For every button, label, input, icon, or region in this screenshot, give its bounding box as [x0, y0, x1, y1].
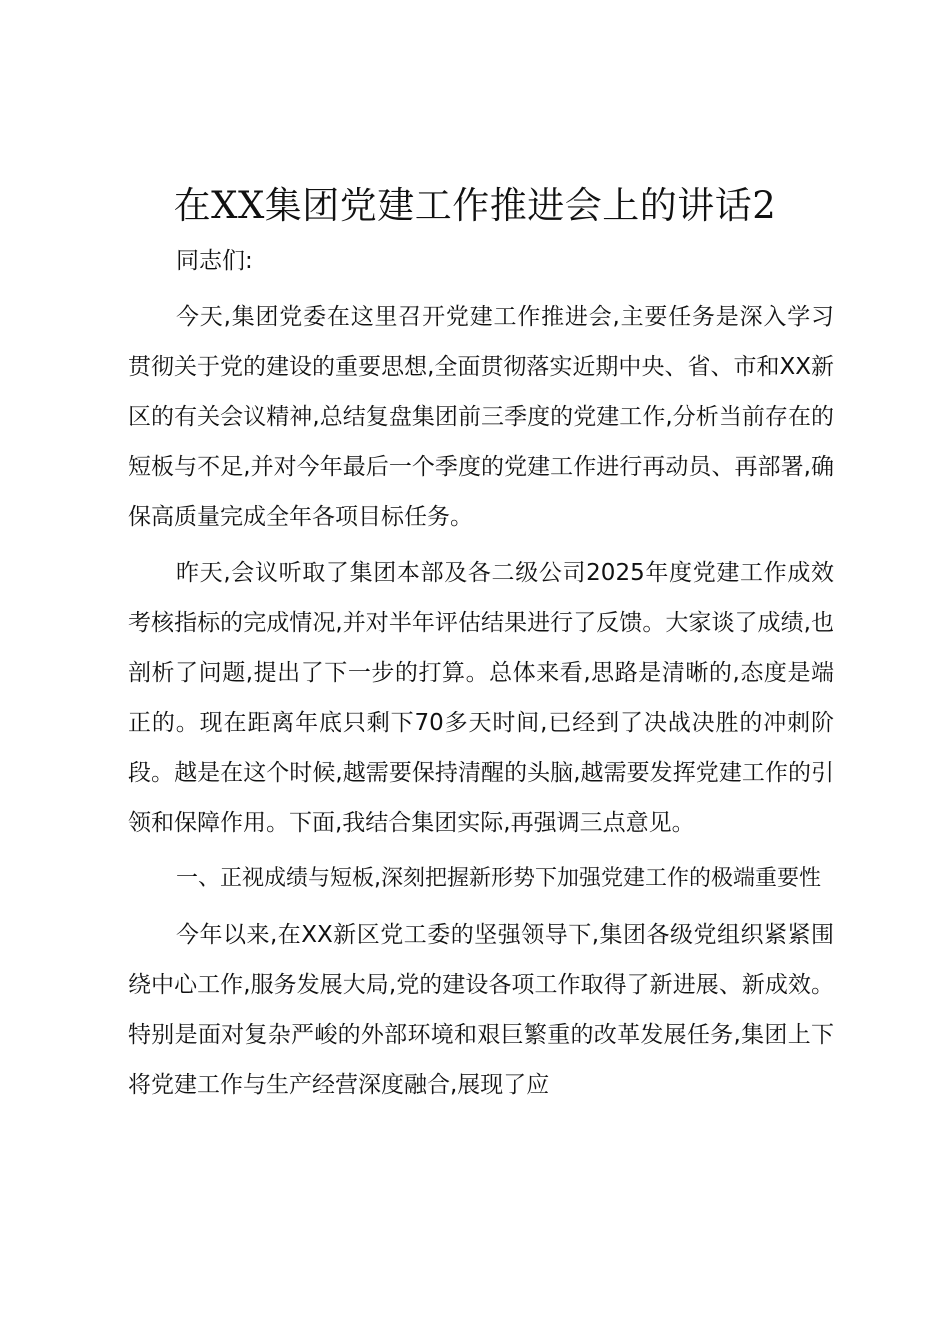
section-heading-1: 一、正视成绩与短板,深刻把握新形势下加强党建工作的极端重要性 — [176, 866, 821, 891]
document-body — [128, 236, 834, 1116]
section-1-paragraph: 今年以来,在XX新区党工委的坚强领导下,集团各级党组织紧紧围绕中心工作,服务发展大局,党的建设各项工作取得了新进展、新成效。特别是面对复杂严峻的外部环境和艰巨繁重的改革发展任务,集团上下将党建工作与生产经营深度融合,展现了应 — [128, 922, 834, 1098]
document-title: 在XX集团党建工作推进会上的讲话2 — [173, 184, 777, 227]
paragraph-opening: 今天,集团党委在这里召开党建工作推进会,主要任务是深入学习贯彻关于党的建设的重要思想,全面贯彻落实近期中央、省、市和XX新区的有关会议精神,总结复盘集团前三季度的党建工作,分析当前存在的短板与不足,并对今年最后一个季度的党建工作进行再动员、再部署,确保高质量完成全年各项目标任务。 — [128, 304, 834, 530]
salutation: 同志们: — [176, 248, 253, 274]
paragraph-review: 昨天,会议听取了集团本部及各二级公司2025年度党建工作成效考核指标的完成情况,并对半年评估结果进行了反馈。大家谈了成绩,也剖析了问题,提出了下一步的打算。总体来看,思路是清晰的,态度是端正的。现在距离年底只剩下70多天时间,已经到了决战决胜的冲刺阶段。越是在这个时候,越需要保持清醒的头脑,越需要发挥党建工作的引领和保障作用。下面,我结合集团实际,再强调三点意见。 — [128, 560, 834, 836]
